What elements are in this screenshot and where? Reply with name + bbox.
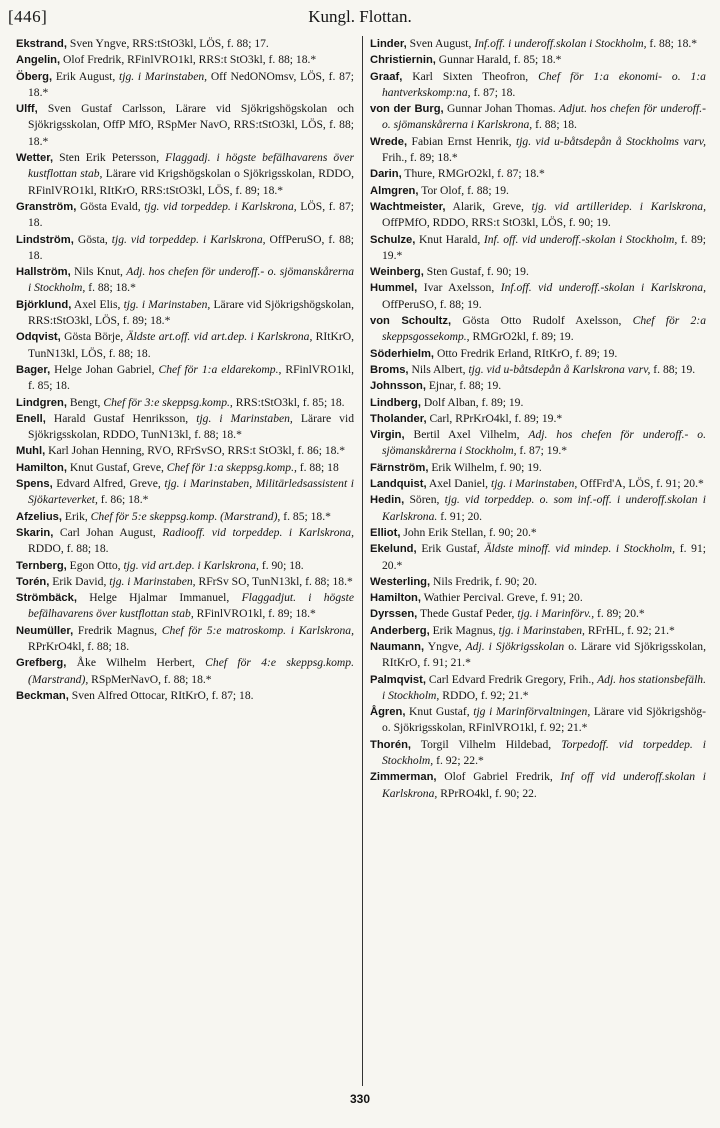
roster-entry <box>16 69 354 102</box>
entry-posting: Äldste minoff. vid mindep. i Stockholm, <box>484 542 676 556</box>
roster-entry <box>16 150 354 199</box>
entry-name: Virgin, <box>370 429 405 442</box>
entry-name: Darin, <box>370 168 402 181</box>
entry-decorations: f. 88; 18.* <box>85 281 136 295</box>
entry-posting: Chef för 4:e skeppsg.komp. (Marstrand), <box>28 656 354 686</box>
entry-name: Ekelund, <box>370 543 417 556</box>
entry-posting: Chef för 1:a eldarekomp., <box>158 362 282 376</box>
entry-details: Erik Wilhelm, f. 90; 19. <box>428 460 542 474</box>
roster-entry <box>370 460 706 476</box>
entry-details: Gösta Evald, <box>76 199 145 213</box>
roster-entry <box>370 395 706 411</box>
entry-decorations: f. 88; 18. <box>532 118 577 132</box>
entry-details: Åke Wilhelm Herbert, <box>66 656 206 670</box>
roster-columns <box>8 36 710 1086</box>
page-folio: 330 <box>349 1092 371 1106</box>
entry-details: Sven Yngve, RRS:tStO3kl, LÖS, f. 88; 17. <box>66 37 269 50</box>
entry-decorations: RFrHL, f. 92; 21.* <box>584 623 675 637</box>
entry-name: Söderhielm, <box>370 347 435 360</box>
entry-details: Karl Johan Henning, RVO, RFrSvSO, RRS:t StO3kl, f. 86; 18.* <box>45 444 346 458</box>
left-column <box>16 36 354 1086</box>
entry-details: Fabian Ernst Henrik, <box>407 134 516 148</box>
roster-entry <box>16 232 354 265</box>
entry-decorations: f. 87; 18. <box>470 85 516 99</box>
roster-entry <box>370 362 706 378</box>
entry-name: Grefberg, <box>16 657 67 670</box>
entry-details: Gösta, <box>73 232 112 246</box>
entry-posting: Chef för 1:a ekonomi- o. 1:a hantverkskomp:na, <box>382 69 706 99</box>
roster-entry <box>370 541 706 574</box>
entry-posting: tjg. i Marinstaben, <box>490 477 578 491</box>
entry-posting: Inf.off. vid underoff.-skolan i Karlskrona, <box>500 281 706 295</box>
entry-details: Axel Daniel, <box>426 477 491 491</box>
entry-decorations: f. 91; 20.* <box>382 542 706 572</box>
entry-decorations: RFrSv SO, TunN13kl, f. 88; 18.* <box>195 574 353 588</box>
entry-name: Wachtmeister, <box>370 200 446 213</box>
roster-entry <box>16 411 354 444</box>
entry-details: Torgil Vilhelm Hildebad, <box>411 737 562 751</box>
entry-details: Harald Gustaf Henriksson, <box>45 411 197 425</box>
entry-name: Bager, <box>16 363 51 376</box>
entry-posting: Chef för 1:a skeppsg.komp., <box>166 460 297 474</box>
roster-entry <box>16 101 354 150</box>
entry-decorations: RMGrO2kl, f. 89; 19. <box>469 330 574 344</box>
roster-entry <box>370 199 706 232</box>
entry-name: Torén, <box>16 575 50 588</box>
entry-details: Thure, RMGrO2kl, f. 87; 18.* <box>401 167 545 181</box>
entry-details: Wathier Percival. Greve, f. 91; 20. <box>420 591 583 605</box>
entry-details: Bengt, <box>66 395 104 409</box>
entry-decorations: RFinlVRO1kl, f. 85; 18. <box>28 362 354 393</box>
roster-entry <box>370 346 706 362</box>
roster-entry <box>16 574 354 590</box>
roster-entry <box>16 329 354 362</box>
entry-posting: Adj. i Sjökrigsskolan <box>465 639 565 653</box>
entry-decorations: Off NedONOmsv, LÖS, f. 87; 18.* <box>28 69 354 99</box>
entry-decorations: f. 88; 19. <box>650 362 696 376</box>
roster-entry <box>370 574 706 590</box>
entry-decorations: RPrKrO4kl, f. 88; 18. <box>28 639 130 653</box>
entry-details: Erik David, <box>49 574 110 588</box>
roster-entry <box>370 52 706 68</box>
roster-entry <box>16 623 354 656</box>
roster-entry <box>370 769 706 802</box>
roster-entry <box>370 313 706 346</box>
roster-entry <box>16 395 354 411</box>
entry-details: Dolf Alban, f. 89; 19. <box>420 395 524 409</box>
entry-name: Angelin, <box>16 54 61 67</box>
entry-decorations: f. 88; 18.* <box>646 37 698 50</box>
entry-details: Gösta Börje, <box>60 330 127 344</box>
entry-details: Karl Sixten Theofron, <box>402 69 539 83</box>
roster-entry <box>16 509 354 525</box>
entry-name: Naumann, <box>370 640 425 653</box>
roster-entry <box>370 476 706 492</box>
column-rule <box>362 36 363 1086</box>
entry-name: Zimmerman, <box>370 771 437 784</box>
entry-details: Olof Gabriel Fredrik, <box>436 770 561 784</box>
roster-entry <box>16 590 354 623</box>
entry-posting: tjg. vid u-båtsdepån å Karlskrona varv, <box>468 362 651 376</box>
roster-entry <box>370 704 706 737</box>
roster-entry <box>16 36 354 52</box>
entry-name: Almgren, <box>370 184 419 197</box>
page-number: [446] <box>8 7 48 26</box>
roster-entry <box>16 362 354 395</box>
entry-details: John Erik Stellan, f. 90; 20.* <box>400 525 537 539</box>
entry-posting: tjg. i Marinstaben, <box>119 69 208 83</box>
entry-details: Ejnar, f. 88; 19. <box>425 379 502 393</box>
entry-name: Granström, <box>16 200 77 213</box>
entry-decorations: RDDO, f. 92; 21.* <box>439 688 529 702</box>
entry-details: Gösta Otto Rudolf Axelsson, <box>451 314 633 328</box>
entry-posting: tjg. vid torpeddep. i Karlskrona, <box>111 232 266 246</box>
entry-posting: tjg. i Marinförv., <box>517 607 595 621</box>
entry-decorations: Lärare vid Sjökrigsskolan, RDDO, TunN13kl, f. 88; 18.* <box>28 411 354 442</box>
entry-details: Sven Alfred Ottocar, RItKrO, f. 87; 18. <box>68 688 254 702</box>
entry-decorations: Frih., f. 89; 18.* <box>382 151 458 165</box>
entry-decorations: RSpMerNavO, f. 88; 18.* <box>88 672 212 686</box>
entry-details: Alarik, Greve, <box>445 199 532 213</box>
entry-posting: Adj. hos chefen för underoff.- o. sjömanskårerna i Stockholm, <box>28 265 354 295</box>
entry-posting: Chef för 2:a skeppsgossekomp., <box>382 314 706 344</box>
entry-name: Wetter, <box>16 152 54 165</box>
entry-details: Carl Johan August, <box>53 525 163 539</box>
entry-decorations: f. 87; 19.* <box>516 444 568 458</box>
entry-name: Thorén, <box>370 738 412 751</box>
entry-details: Helge Johan Gabriel, <box>50 362 159 376</box>
entry-posting: Radiooff. vid torpeddep. i Karlskrona, <box>162 525 354 539</box>
roster-entry <box>370 639 706 672</box>
entry-decorations: Lärare vid Sjökrigshögskolan, RRS:tStO3kl, LÖS, f. 89; 18.* <box>28 297 354 328</box>
entry-name: Spens, <box>16 478 53 491</box>
roster-entry <box>370 411 706 427</box>
roster-entry <box>370 525 706 541</box>
entry-posting: Chef för 3:e skeppsg.komp., <box>103 395 233 409</box>
entry-posting: tjg. vid artilleridep. i Karlskrona, <box>531 199 706 213</box>
entry-name: Hallström, <box>16 266 71 279</box>
entry-posting: Inf. off. vid underoff.-skolan i Stockholm, <box>483 232 678 246</box>
entry-details: Sven August, <box>406 37 475 50</box>
entry-decorations: RPrRO4kl, f. 90; 22. <box>437 786 537 800</box>
entry-name: Neumüller, <box>16 624 74 637</box>
entry-details: Edvard Alfred, Greve, <box>52 477 165 491</box>
entry-decorations: RFinlVRO1kl, f. 89; 18.* <box>193 607 316 621</box>
roster-entry <box>16 297 354 330</box>
entry-details: Erik Gustaf, <box>416 542 485 556</box>
roster-entry <box>16 460 354 476</box>
entry-details: Sten Gustaf, f. 90; 19. <box>423 265 529 279</box>
roster-entry <box>370 36 706 52</box>
entry-name: Broms, <box>370 363 409 376</box>
entry-details: Knut Gustaf, <box>405 705 474 719</box>
entry-decorations: RRS:tStO3kl, f. 85; 18. <box>232 395 345 409</box>
entry-decorations: f. 90; 18. <box>258 558 304 572</box>
entry-details: Nils Fredrik, f. 90; 20. <box>430 574 538 588</box>
entry-posting: tjg. vid torpeddep. o. som inf.-off. i underoff.skolan i Karlskrona. <box>382 493 706 523</box>
entry-decorations: Lärare vid Krigshögskolan o Sjökrigsskolan, RDDO, RFinlVRO1kl, RItKrO, RRS:tStO3kl, LÖS, f. 89; 18.* <box>28 167 354 197</box>
entry-posting: tjg. vid art.dep. i Karlskrona, <box>123 558 259 572</box>
entry-posting: Inf.off. i underoff.skolan i Stockholm, <box>474 37 647 50</box>
entry-decorations: f. 92; 22.* <box>433 754 484 768</box>
entry-name: Hedin, <box>370 494 405 507</box>
entry-details: Sven Gustaf Carlsson, Lärare vid Sjökrigshögskolan och Sjökrigsskolan, OffP MfO, RSpMer NavO, RRS:tStO3kl, LÖS, f. 88; 18.* <box>28 102 354 148</box>
entry-name: Skarin, <box>16 526 54 539</box>
entry-decorations: LÖS, f. 87; 18. <box>28 199 354 230</box>
entry-details: Olof Fredrik, RFinlVRO1kl, RRS:t StO3kl, f. 88; 18.* <box>60 53 317 67</box>
roster-entry <box>16 443 354 459</box>
entry-details: Tor Olof, f. 88; 19. <box>418 183 509 197</box>
entry-name: Öberg, <box>16 70 53 83</box>
entry-posting: tjg. i Marinstaben, <box>123 297 211 311</box>
roster-entry <box>370 737 706 770</box>
entry-name: Ternberg, <box>16 559 67 572</box>
entry-name: Weinberg, <box>370 266 424 279</box>
roster-entry <box>370 606 706 622</box>
page-header <box>8 4 712 30</box>
entry-details: Egon Otto, <box>66 558 124 572</box>
entry-decorations: f. 89; 19.* <box>382 232 706 262</box>
entry-posting: Äldste art.off. vid art.dep. i Karlskrona, <box>126 330 313 344</box>
entry-name: Ekstrand, <box>16 38 67 50</box>
entry-name: Odqvist, <box>16 331 61 344</box>
entry-name: Linder, <box>370 38 407 50</box>
roster-entry <box>16 558 354 574</box>
roster-entry <box>370 183 706 199</box>
entry-name: Anderberg, <box>370 624 430 637</box>
entry-name: Palmqvist, <box>370 673 426 686</box>
roster-entry <box>16 655 354 688</box>
right-column <box>370 36 706 1086</box>
roster-entry <box>370 166 706 182</box>
entry-name: Lindgren, <box>16 396 67 409</box>
roster-entry <box>370 623 706 639</box>
roster-entry <box>370 232 706 265</box>
entry-decorations: f. 86; 18.* <box>97 493 149 507</box>
entry-details: Otto Fredrik Erland, RItKrO, f. 89; 19. <box>434 346 618 360</box>
entry-posting: tjg. vid u-båtsdepån å Stockholms varv, <box>515 134 706 148</box>
entry-details: Knut Gustaf, Greve, <box>66 460 167 474</box>
entry-posting: tjg. i Marinstaben, <box>498 623 585 637</box>
entry-posting: Chef för 5:e matroskomp. i Karlskrona, <box>161 623 354 637</box>
entry-posting: Flaggadjut. i högste befälhavarens över kustflottan stab, <box>28 591 354 621</box>
roster-entry <box>16 688 354 704</box>
entry-name: Afzelius, <box>16 510 63 523</box>
entry-details: Erik, <box>62 509 91 523</box>
entry-details: Nils Knut, <box>70 265 127 279</box>
entry-details: Gunnar Harald, f. 85; 18.* <box>435 53 562 67</box>
entry-posting: tjg. i Marinstaben, Militärledsassistent i Sjökarteverket, <box>28 477 354 507</box>
entry-details: Helge Hjalmar Immanuel, <box>76 591 242 605</box>
entry-name: Lindberg, <box>370 396 421 409</box>
entry-decorations: OffFrd'A, LÖS, f. 91; 20.* <box>577 477 704 491</box>
roster-entry <box>370 264 706 280</box>
entry-decorations: OffPeruSO, f. 88; 19. <box>382 297 482 311</box>
roster-entry <box>370 590 706 606</box>
entry-details: Carl Edvard Fredrik Gregory, Frih., <box>425 672 598 686</box>
entry-name: Färnström, <box>370 461 429 474</box>
entry-name: Elliot, <box>370 526 401 539</box>
entry-name: Lindström, <box>16 233 74 246</box>
roster-entry <box>16 264 354 297</box>
entry-name: Westerling, <box>370 575 431 588</box>
entry-name: Ågren, <box>370 706 406 719</box>
roster-entry <box>16 52 354 68</box>
entry-posting: tjg. i Marinstaben, <box>196 411 293 425</box>
entry-details: Yngve, <box>424 639 466 653</box>
roster-entry <box>370 378 706 394</box>
entry-details: Sören, <box>404 493 445 507</box>
entry-details: Knut Harald, <box>415 232 484 246</box>
entry-details: Erik Magnus, <box>429 623 499 637</box>
roster-entry <box>370 672 706 705</box>
entry-details: Bertil Axel Vilhelm, <box>404 428 529 442</box>
entry-details: Axel Elis, <box>71 297 124 311</box>
roster-entry <box>370 492 706 525</box>
entry-decorations: f. 88; 18 <box>296 460 339 474</box>
entry-name: Schulze, <box>370 233 416 246</box>
roster-entry <box>16 199 354 232</box>
entry-name: Strömbäck, <box>16 592 77 605</box>
entry-decorations: o. Lärare vid Sjökrigsskolan, RItKrO, f. 91; 21.* <box>382 639 706 670</box>
entry-details: Gunnar Johan Thomas. <box>443 102 559 116</box>
entry-posting: Torpedoff. vid torpeddep. i Stockholm, <box>382 737 706 768</box>
roster-entry <box>370 427 706 460</box>
entry-posting: Inf off vid underoff.skolan i Karlskrona, <box>382 770 706 800</box>
entry-name: Christiernin, <box>370 54 436 67</box>
entry-name: Björklund, <box>16 298 72 311</box>
entry-posting: tjg. vid torpeddep. i Karlskrona, <box>144 199 297 213</box>
entry-name: Beckman, <box>16 689 69 702</box>
entry-details: Fredrik Magnus, <box>73 623 162 637</box>
entry-posting: Adjut. hos chefen för underoff.- o. sjömanskårerna i Karlskrona, <box>382 102 706 132</box>
entry-details: Nils Albert, <box>408 362 469 376</box>
entry-decorations: f. 89; 20.* <box>594 607 645 621</box>
entry-name: Ulff, <box>16 103 38 116</box>
roster-entry <box>370 101 706 134</box>
entry-name: von Schoultz, <box>370 315 452 328</box>
entry-posting: tjg i Marinförvaltningen, <box>473 705 591 719</box>
entry-details: Sten Erik Petersson, <box>53 151 166 165</box>
entry-posting: Adj. hos stationsbefälh. i Stockholm, <box>382 672 706 702</box>
entry-decorations: f. 91; 20. <box>437 509 483 523</box>
running-title: Kungl. Flottan. <box>308 7 412 26</box>
roster-entry <box>370 280 706 313</box>
entry-details: Ivar Axelsson, <box>417 281 501 295</box>
roster-entry <box>370 69 706 102</box>
entry-name: Dyrssen, <box>370 608 418 621</box>
entry-name: Tholander, <box>370 412 427 425</box>
entry-posting: Chef för 5:e skeppsg.komp. (Marstrand), <box>90 509 281 523</box>
entry-decorations: Lärare vid Sjökrigshög- o. Sjökrigsskolan, RFinlVRO1kl, f. 92; 21.* <box>382 705 706 735</box>
entry-decorations: RDDO, f. 88; 18. <box>28 542 109 556</box>
entry-details: Erik August, <box>52 69 120 83</box>
entry-name: Landquist, <box>370 478 427 491</box>
entry-decorations: RItKrO, TunN13kl, LÖS, f. 88; 18. <box>28 330 354 360</box>
entry-name: Muhl, <box>16 445 46 458</box>
entry-name: Enell, <box>16 412 46 425</box>
roster-entry <box>16 525 354 558</box>
entry-decorations: OffPMfO, RDDO, RRS:t StO3kl, LÖS, f. 90; 19. <box>382 216 611 230</box>
entry-details: Carl, RPrKrO4kl, f. 89; 19.* <box>426 411 563 425</box>
entry-name: Hummel, <box>370 282 418 295</box>
entry-name: Graaf, <box>370 70 403 83</box>
entry-posting: tjg. i Marinstaben, <box>109 574 196 588</box>
entry-decorations: OffPeruSO, f. 88; 18. <box>28 232 354 262</box>
entry-decorations: f. 85; 18.* <box>280 509 331 523</box>
entry-details: Thede Gustaf Peder, <box>417 607 518 621</box>
entry-name: von der Burg, <box>370 103 444 116</box>
entry-name: Johnsson, <box>370 380 426 393</box>
entry-posting: Flaggadj. i högste befälhavarens över kustflottan stab, <box>28 151 354 181</box>
entry-posting: Adj. hos chefen för underoff.- o. sjömanskårerna i Stockholm, <box>382 428 706 458</box>
roster-entry <box>370 134 706 167</box>
entry-name: Hamilton, <box>16 461 67 474</box>
entry-name: Hamilton, <box>370 592 421 605</box>
roster-entry <box>16 476 354 509</box>
entry-name: Wrede, <box>370 135 408 148</box>
